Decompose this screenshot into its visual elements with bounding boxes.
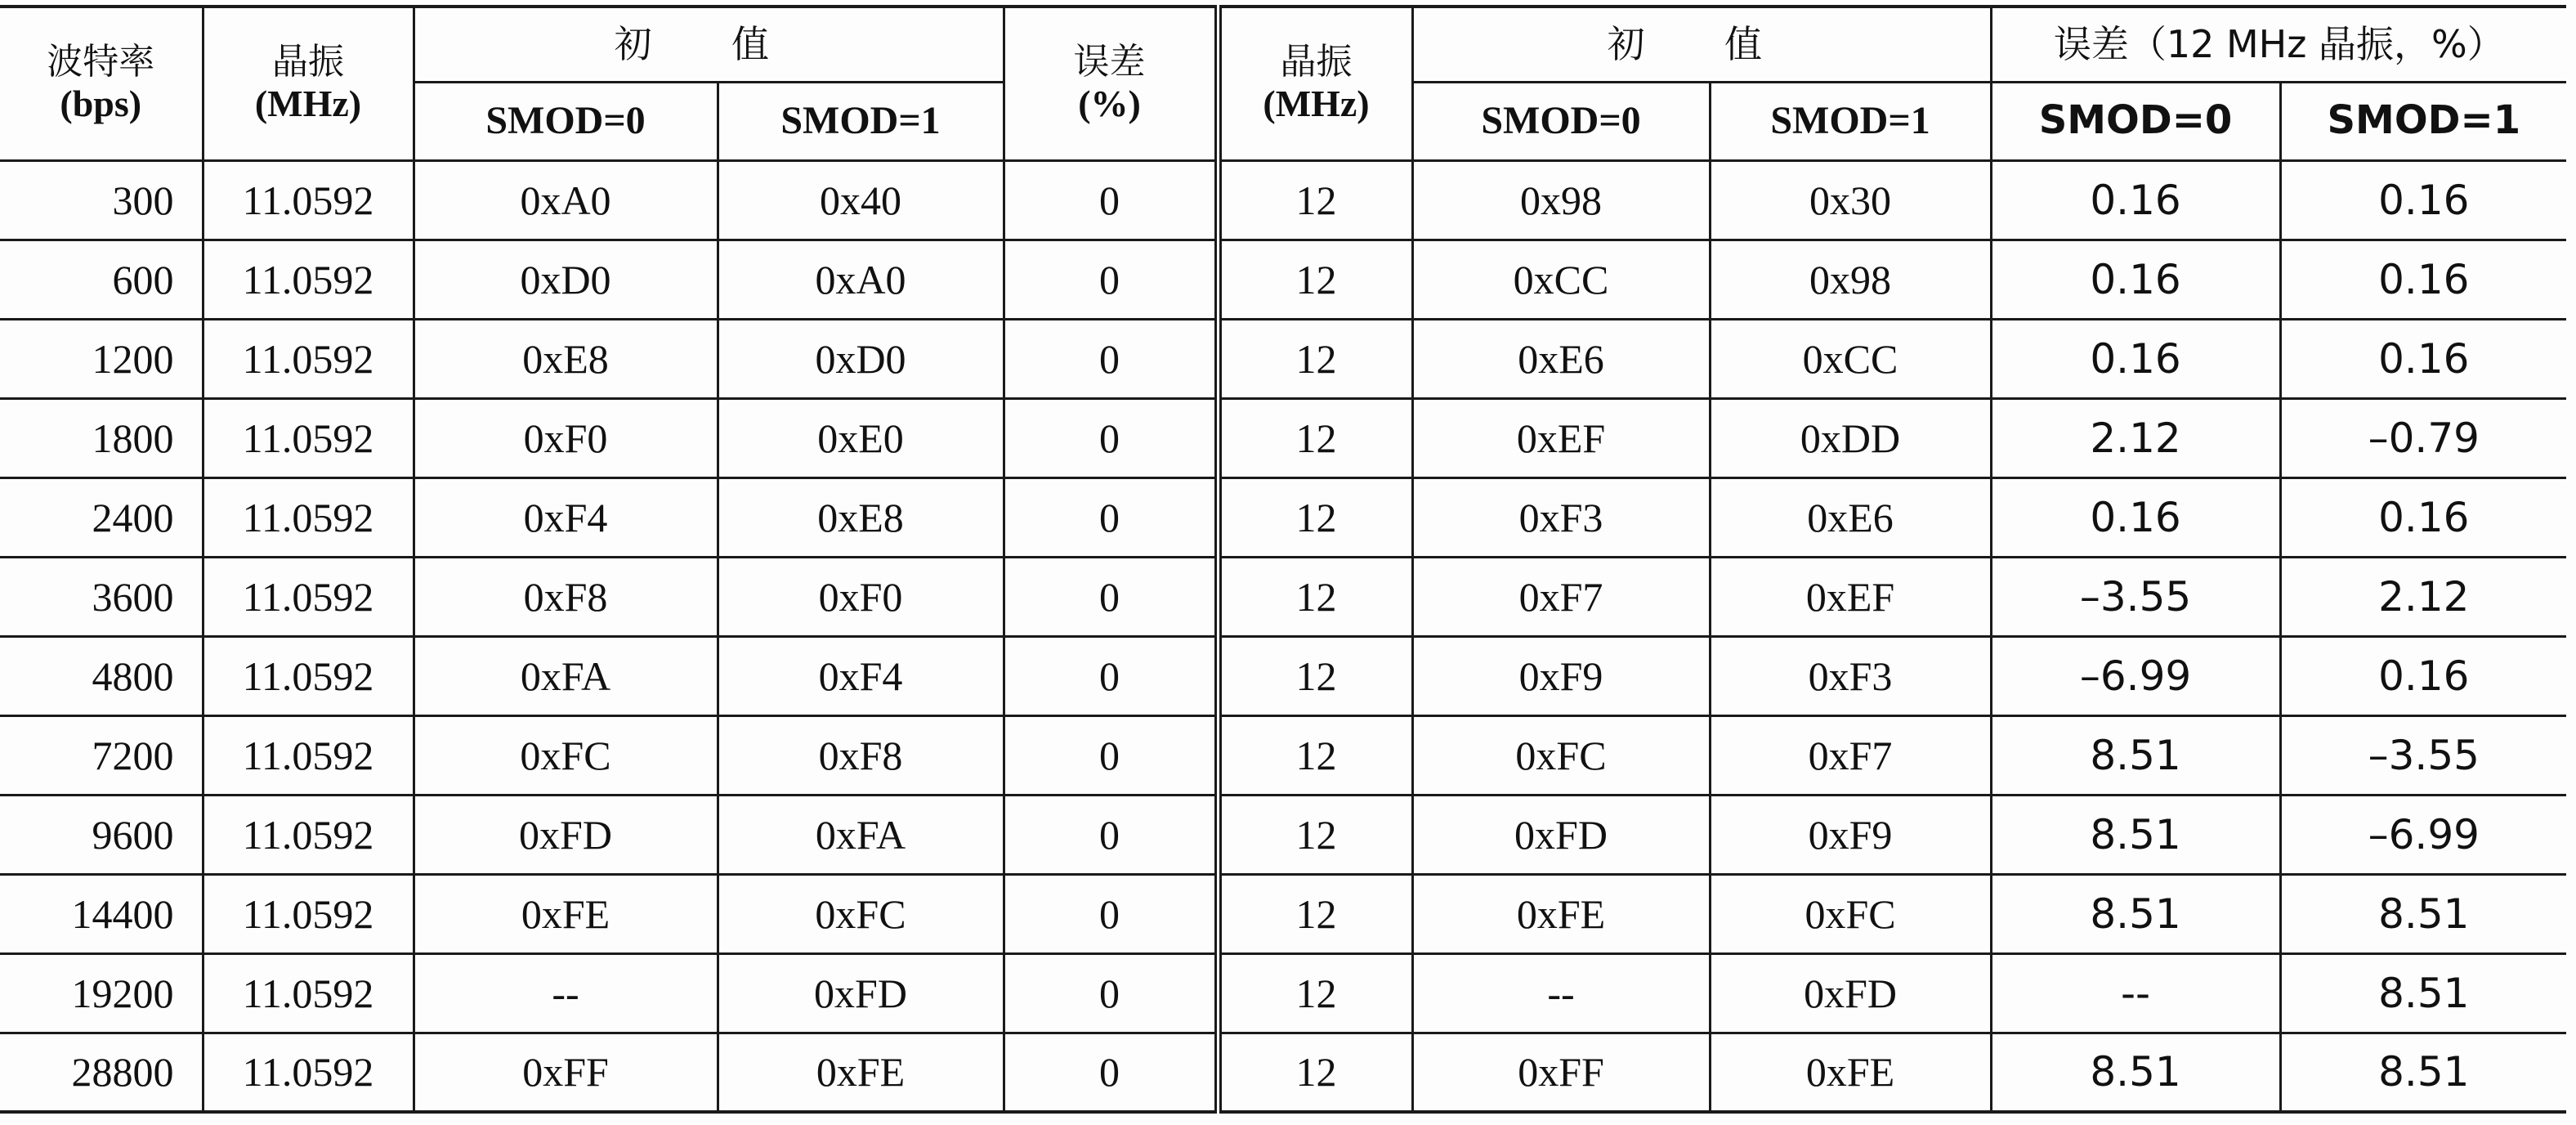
crystal-right-unit: (MHz) (1263, 83, 1370, 125)
error-left-cell: 0 (1004, 319, 1218, 398)
error-left-cell: 0 (1004, 636, 1218, 715)
crystal-right-cell: 12 (1218, 398, 1412, 477)
init-left-smod0-cell: 0xFF (414, 1033, 718, 1112)
init-left-smod0-cell: 0xFC (414, 715, 718, 795)
init-right-smod0-cell: 0xFE (1412, 874, 1710, 953)
baud-rate-cell: 3600 (0, 557, 203, 636)
init-right-smod0-cell: 0xFD (1412, 795, 1710, 874)
init-right-smod0-cell: 0xF7 (1412, 557, 1710, 636)
baud-rate-cell: 14400 (0, 874, 203, 953)
error-smod1-cell: 2.12 (2280, 557, 2566, 636)
init-right-smod1-cell: 0xF9 (1710, 795, 1991, 874)
init-left-smod0-cell: 0xF4 (414, 477, 718, 557)
init-left-smod0-cell: 0xF8 (414, 557, 718, 636)
baud-rate-cell: 19200 (0, 953, 203, 1033)
table-row (0, 160, 2566, 240)
init-left-smod1-cell: 0xF8 (718, 715, 1004, 795)
error-left-cell: 0 (1004, 398, 1218, 477)
init-left-smod0-cell: 0xFA (414, 636, 718, 715)
error-left-cell: 0 (1004, 874, 1218, 953)
table-row (0, 1033, 2566, 1112)
init-right-smod1-cell: 0xCC (1710, 319, 1991, 398)
crystal-left-cell: 11.0592 (203, 874, 414, 953)
init-left-smod1-cell: 0xFD (718, 953, 1004, 1033)
init-left-smod1-cell: 0xFC (718, 874, 1004, 953)
error-left-header (1004, 7, 1218, 160)
crystal-left-cell: 11.0592 (203, 160, 414, 240)
baud-rate-cell: 1800 (0, 398, 203, 477)
init-right-smod0-cell: 0xFC (1412, 715, 1710, 795)
crystal-left-cell: 11.0592 (203, 557, 414, 636)
baud-rate-label: 波特率 (47, 40, 155, 83)
init-right-smod1-cell: 0xFC (1710, 874, 1991, 953)
baud-rate-header (0, 7, 203, 160)
init-left-smod0-cell: 0xD0 (414, 240, 718, 319)
table-row (0, 874, 2566, 953)
baud-rate-table (0, 5, 2566, 1114)
crystal-left-cell: 11.0592 (203, 715, 414, 795)
error-smod0-cell: –6.99 (1991, 636, 2280, 715)
error-smod0-cell: 0.16 (1991, 319, 2280, 398)
init-left-smod0-cell: -- (414, 953, 718, 1033)
init-left-smod1-cell: 0xE8 (718, 477, 1004, 557)
init-value-right-header: 初 值 (1412, 7, 1991, 82)
error-left-cell: 0 (1004, 557, 1218, 636)
error-smod0-cell: 0.16 (1991, 240, 2280, 319)
crystal-left-cell: 11.0592 (203, 795, 414, 874)
error-left-cell: 0 (1004, 1033, 1218, 1112)
error-smod1-cell: 0.16 (2280, 240, 2566, 319)
error-smod1-cell: –0.79 (2280, 398, 2566, 477)
smod0-left-header: SMOD=0 (414, 82, 718, 160)
init-right-smod0-cell: 0x98 (1412, 160, 1710, 240)
table-row (0, 557, 2566, 636)
error-left-cell: 0 (1004, 795, 1218, 874)
error-left-cell: 0 (1004, 953, 1218, 1033)
error-smod0-cell: 8.51 (1991, 715, 2280, 795)
init-right-smod1-cell: 0x30 (1710, 160, 1991, 240)
init-right-smod1-cell: 0xF3 (1710, 636, 1991, 715)
error-smod1-cell: 0.16 (2280, 160, 2566, 240)
table-row (0, 795, 2566, 874)
smod1-error-header: SMOD=1 (2280, 82, 2566, 160)
error-smod1-cell: 8.51 (2280, 1033, 2566, 1112)
init-value-left-header: 初 值 (414, 7, 1004, 82)
crystal-right-cell: 12 (1218, 477, 1412, 557)
table-row (0, 715, 2566, 795)
baud-rate-cell: 9600 (0, 795, 203, 874)
init-right-smod1-cell: 0xFD (1710, 953, 1991, 1033)
smod0-right-header: SMOD=0 (1412, 82, 1710, 160)
error-smod1-cell: 8.51 (2280, 953, 2566, 1033)
crystal-right-cell: 12 (1218, 953, 1412, 1033)
error-smod0-cell: 0.16 (1991, 160, 2280, 240)
crystal-right-cell: 12 (1218, 557, 1412, 636)
crystal-right-label: 晶振 (1280, 40, 1353, 83)
error-left-cell: 0 (1004, 715, 1218, 795)
table-row (0, 953, 2566, 1033)
init-right-smod1-cell: 0xE6 (1710, 477, 1991, 557)
init-right-smod1-cell: 0xEF (1710, 557, 1991, 636)
error-left-cell: 0 (1004, 240, 1218, 319)
crystal-left-header (203, 7, 414, 160)
table-row (0, 319, 2566, 398)
error-smod1-cell: 8.51 (2280, 874, 2566, 953)
error-smod0-cell: 8.51 (1991, 1033, 2280, 1112)
error-left-unit: (%) (1078, 83, 1141, 125)
error-right-header: 误差（12 MHz 晶振，%） (1991, 7, 2566, 82)
baud-rate-cell: 300 (0, 160, 203, 240)
error-left-cell: 0 (1004, 477, 1218, 557)
baud-rate-cell: 7200 (0, 715, 203, 795)
init-left-smod1-cell: 0xFA (718, 795, 1004, 874)
init-right-smod1-cell: 0xFE (1710, 1033, 1991, 1112)
error-smod0-cell: -- (1991, 953, 2280, 1033)
init-left-smod1-cell: 0xE0 (718, 398, 1004, 477)
init-left-smod0-cell: 0xFD (414, 795, 718, 874)
error-smod0-cell: 2.12 (1991, 398, 2280, 477)
error-smod1-cell: 0.16 (2280, 319, 2566, 398)
table-body (0, 160, 2566, 1112)
error-smod0-cell: –3.55 (1991, 557, 2280, 636)
smod0-error-header: SMOD=0 (1991, 82, 2280, 160)
init-left-smod1-cell: 0x40 (718, 160, 1004, 240)
init-right-smod1-cell: 0xF7 (1710, 715, 1991, 795)
crystal-right-header (1218, 7, 1412, 160)
table-row (0, 398, 2566, 477)
smod1-right-header: SMOD=1 (1710, 82, 1991, 160)
init-right-smod0-cell: 0xF9 (1412, 636, 1710, 715)
init-right-smod0-cell: 0xF3 (1412, 477, 1710, 557)
error-smod0-cell: 8.51 (1991, 874, 2280, 953)
init-left-smod1-cell: 0xFE (718, 1033, 1004, 1112)
crystal-left-label: 晶振 (272, 40, 344, 83)
baud-rate-cell: 4800 (0, 636, 203, 715)
baud-rate-cell: 600 (0, 240, 203, 319)
init-left-smod0-cell: 0xF0 (414, 398, 718, 477)
baud-rate-unit: (bps) (60, 83, 142, 125)
init-right-smod0-cell: -- (1412, 953, 1710, 1033)
table-row (0, 240, 2566, 319)
error-left-label: 误差 (1073, 40, 1146, 83)
crystal-left-cell: 11.0592 (203, 636, 414, 715)
crystal-right-cell: 12 (1218, 795, 1412, 874)
crystal-left-cell: 11.0592 (203, 953, 414, 1033)
init-right-smod0-cell: 0xCC (1412, 240, 1710, 319)
crystal-right-cell: 12 (1218, 1033, 1412, 1112)
error-smod1-cell: 0.16 (2280, 477, 2566, 557)
init-left-smod1-cell: 0xF4 (718, 636, 1004, 715)
error-left-cell: 0 (1004, 160, 1218, 240)
header-row-primary (0, 7, 2566, 82)
crystal-right-cell: 12 (1218, 160, 1412, 240)
crystal-left-cell: 11.0592 (203, 398, 414, 477)
baud-rate-cell: 28800 (0, 1033, 203, 1112)
error-smod1-cell: –3.55 (2280, 715, 2566, 795)
crystal-right-cell: 12 (1218, 319, 1412, 398)
crystal-left-cell: 11.0592 (203, 319, 414, 398)
smod1-left-header: SMOD=1 (718, 82, 1004, 160)
error-smod1-cell: 0.16 (2280, 636, 2566, 715)
table-row (0, 636, 2566, 715)
crystal-left-cell: 11.0592 (203, 477, 414, 557)
crystal-right-cell: 12 (1218, 715, 1412, 795)
crystal-left-cell: 11.0592 (203, 1033, 414, 1112)
init-left-smod0-cell: 0xA0 (414, 160, 718, 240)
error-smod1-cell: –6.99 (2280, 795, 2566, 874)
init-right-smod0-cell: 0xEF (1412, 398, 1710, 477)
init-right-smod1-cell: 0x98 (1710, 240, 1991, 319)
baud-rate-cell: 2400 (0, 477, 203, 557)
init-right-smod0-cell: 0xE6 (1412, 319, 1710, 398)
init-right-smod0-cell: 0xFF (1412, 1033, 1710, 1112)
crystal-right-cell: 12 (1218, 874, 1412, 953)
crystal-left-unit: (MHz) (254, 83, 362, 125)
error-smod0-cell: 0.16 (1991, 477, 2280, 557)
init-right-smod1-cell: 0xDD (1710, 398, 1991, 477)
error-smod0-cell: 8.51 (1991, 795, 2280, 874)
table-row (0, 477, 2566, 557)
init-left-smod0-cell: 0xE8 (414, 319, 718, 398)
init-left-smod1-cell: 0xF0 (718, 557, 1004, 636)
crystal-right-cell: 12 (1218, 240, 1412, 319)
init-left-smod1-cell: 0xD0 (718, 319, 1004, 398)
baud-rate-cell: 1200 (0, 319, 203, 398)
crystal-right-cell: 12 (1218, 636, 1412, 715)
init-left-smod1-cell: 0xA0 (718, 240, 1004, 319)
crystal-left-cell: 11.0592 (203, 240, 414, 319)
init-left-smod0-cell: 0xFE (414, 874, 718, 953)
